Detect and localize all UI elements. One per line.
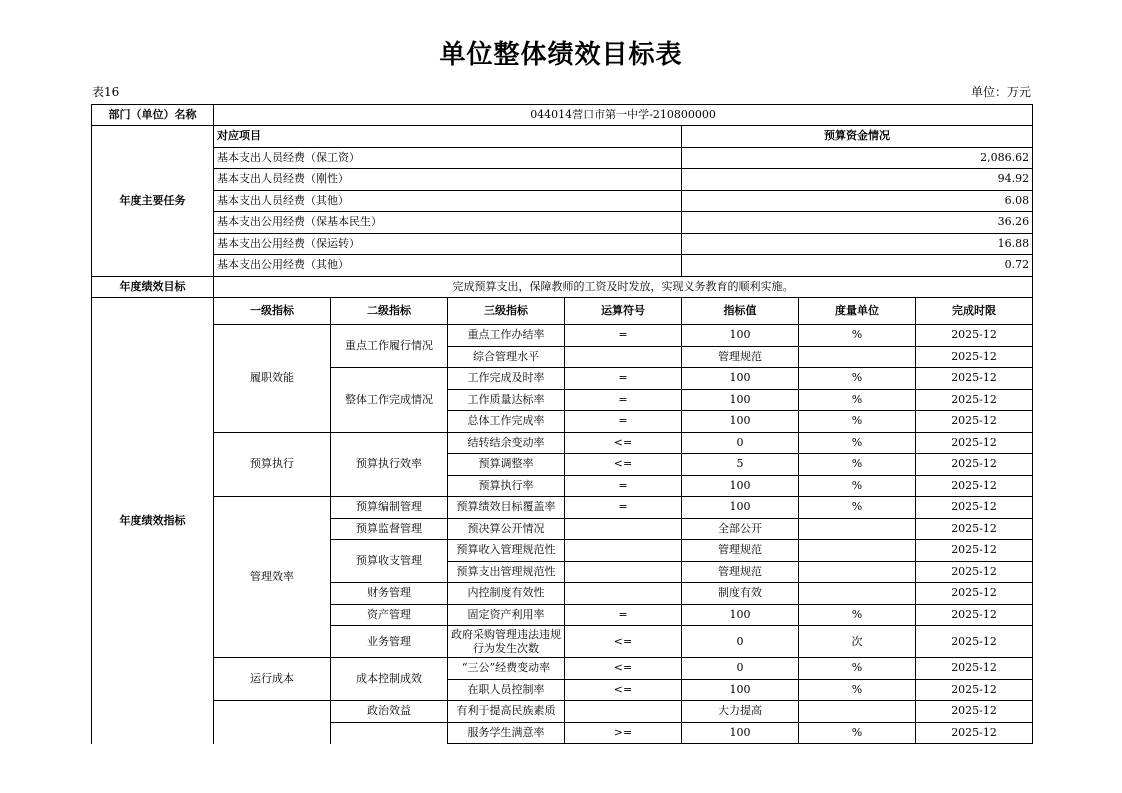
deadline-cell: 2025-12: [916, 475, 1033, 497]
value-cell: 100: [682, 604, 799, 626]
header-l2: 二级指标: [331, 298, 448, 325]
unit-cell: %: [799, 389, 916, 411]
header-deadline: 完成时限: [916, 298, 1033, 325]
l2-cell-empty: [331, 722, 448, 744]
tasks-header-row: [92, 126, 1033, 148]
unit-cell: [799, 701, 916, 723]
deadline-cell: 2025-12: [916, 701, 1033, 723]
operator-cell: <=: [565, 658, 682, 680]
task-name: 基本支出人员经费（其他）: [214, 190, 682, 212]
deadline-cell: 2025-12: [916, 540, 1033, 562]
value-cell: 100: [682, 497, 799, 519]
task-row: [92, 169, 1033, 191]
unit-cell: [799, 583, 916, 605]
l1-cell: 履职效能: [214, 325, 331, 433]
deadline-cell: 2025-12: [916, 389, 1033, 411]
header-l1: 一级指标: [214, 298, 331, 325]
l3-cell: 预算调整率: [448, 454, 565, 476]
deadline-cell: 2025-12: [916, 497, 1033, 519]
l3-cell: 内控制度有效性: [448, 583, 565, 605]
l3-cell: 预算执行率: [448, 475, 565, 497]
indicator-row: [92, 497, 1033, 519]
indicator-row: [92, 701, 1033, 723]
value-cell: 0: [682, 658, 799, 680]
unit-cell: %: [799, 658, 916, 680]
indicators-label: 年度绩效指标: [92, 298, 214, 744]
task-row: [92, 147, 1033, 169]
value-cell: 100: [682, 722, 799, 744]
unit-cell: %: [799, 325, 916, 347]
goal-text: 完成预算支出，保障教师的工资及时发放，实现义务教育的顺利实施。: [214, 276, 1033, 298]
task-row: [92, 190, 1033, 212]
operator-cell: =: [565, 475, 682, 497]
l3-cell: “三公”经费变动率: [448, 658, 565, 680]
value-cell: 大力提高: [682, 701, 799, 723]
dept-label: 部门（单位）名称: [92, 105, 214, 126]
performance-target-table: [91, 104, 1033, 744]
deadline-cell: 2025-12: [916, 518, 1033, 540]
deadline-cell: 2025-12: [916, 626, 1033, 658]
operator-cell: <=: [565, 679, 682, 701]
unit-cell: %: [799, 722, 916, 744]
l3-cell: 重点工作办结率: [448, 325, 565, 347]
l3-cell: 预算收入管理规范性: [448, 540, 565, 562]
task-name: 基本支出公用经费（保运转）: [214, 233, 682, 255]
task-row: [92, 255, 1033, 277]
operator-cell: =: [565, 389, 682, 411]
indicator-row: [92, 432, 1033, 454]
unit-cell: %: [799, 679, 916, 701]
value-cell: 100: [682, 679, 799, 701]
task-name: 基本支出公用经费（其他）: [214, 255, 682, 277]
deadline-cell: 2025-12: [916, 561, 1033, 583]
value-cell: 管理规范: [682, 346, 799, 368]
l2-cell: 预算监督管理: [331, 518, 448, 540]
unit-cell: %: [799, 604, 916, 626]
value-cell: 管理规范: [682, 540, 799, 562]
l3-cell: 工作完成及时率: [448, 368, 565, 390]
l1-cell: 预算执行: [214, 432, 331, 497]
l1-cell: 运行成本: [214, 658, 331, 701]
unit-label: 单位：万元: [970, 85, 1031, 99]
deadline-cell: 2025-12: [916, 325, 1033, 347]
l2-cell: 资产管理: [331, 604, 448, 626]
l2-cell: 整体工作完成情况: [331, 368, 448, 433]
unit-cell: [799, 346, 916, 368]
l3-cell: 综合管理水平: [448, 346, 565, 368]
operator-cell: [565, 583, 682, 605]
operator-cell: <=: [565, 454, 682, 476]
table-number: 表16: [92, 85, 120, 99]
task-name: 基本支出人员经费（刚性）: [214, 169, 682, 191]
operator-cell: [565, 346, 682, 368]
value-cell: 100: [682, 389, 799, 411]
operator-cell: [565, 701, 682, 723]
l3-cell: 总体工作完成率: [448, 411, 565, 433]
unit-cell: %: [799, 432, 916, 454]
deadline-cell: 2025-12: [916, 368, 1033, 390]
task-amount: 2,086.62: [682, 147, 1033, 169]
operator-cell: [565, 518, 682, 540]
l1-cell-empty: [214, 701, 331, 744]
l2-cell: 重点工作履行情况: [331, 325, 448, 368]
unit-cell: %: [799, 411, 916, 433]
tasks-col-item: 对应项目: [214, 126, 682, 148]
deadline-cell: 2025-12: [916, 658, 1033, 680]
l2-cell: 成本控制成效: [331, 658, 448, 701]
operator-cell: [565, 561, 682, 583]
deadline-cell: 2025-12: [916, 679, 1033, 701]
indicator-row: [92, 658, 1033, 680]
indicator-row: [92, 325, 1033, 347]
l3-cell: 有利于提高民族素质: [448, 701, 565, 723]
value-cell: 5: [682, 454, 799, 476]
deadline-cell: 2025-12: [916, 454, 1033, 476]
operator-cell: <=: [565, 432, 682, 454]
unit-cell: [799, 518, 916, 540]
operator-cell: =: [565, 497, 682, 519]
deadline-cell: 2025-12: [916, 432, 1033, 454]
l2-cell: 预算编制管理: [331, 497, 448, 519]
unit-cell: %: [799, 475, 916, 497]
l3-cell: 预决算公开情况: [448, 518, 565, 540]
unit-cell: 次: [799, 626, 916, 658]
l2-cell: 政治效益: [331, 701, 448, 723]
l3-cell: 服务学生满意率: [448, 722, 565, 744]
value-cell: 100: [682, 411, 799, 433]
value-cell: 100: [682, 325, 799, 347]
value-cell: 全部公开: [682, 518, 799, 540]
header-value: 指标值: [682, 298, 799, 325]
unit-cell: %: [799, 368, 916, 390]
operator-cell: =: [565, 368, 682, 390]
task-row: [92, 212, 1033, 234]
indicators-header-row: [92, 298, 1033, 325]
operator-cell: >=: [565, 722, 682, 744]
task-name: 基本支出人员经费（保工资）: [214, 147, 682, 169]
deadline-cell: 2025-12: [916, 346, 1033, 368]
goal-row: [92, 276, 1033, 298]
header-l3: 三级指标: [448, 298, 565, 325]
dept-row: [92, 105, 1033, 126]
dept-value: 044014营口市第一中学-210800000: [214, 105, 1033, 126]
value-cell: 100: [682, 475, 799, 497]
deadline-cell: 2025-12: [916, 722, 1033, 744]
task-row: [92, 233, 1033, 255]
l3-cell: 预算绩效目标覆盖率: [448, 497, 565, 519]
unit-cell: %: [799, 497, 916, 519]
task-amount: 6.08: [682, 190, 1033, 212]
l3-cell: 在职人员控制率: [448, 679, 565, 701]
operator-cell: <=: [565, 626, 682, 658]
l1-cell: 管理效率: [214, 497, 331, 658]
task-amount: 94.92: [682, 169, 1033, 191]
deadline-cell: 2025-12: [916, 411, 1033, 433]
task-amount: 36.26: [682, 212, 1033, 234]
l3-cell: 固定资产利用率: [448, 604, 565, 626]
page-title: 单位整体绩效目标表: [439, 40, 683, 70]
l2-cell: 财务管理: [331, 583, 448, 605]
task-amount: 16.88: [682, 233, 1033, 255]
header-operator: 运算符号: [565, 298, 682, 325]
l3-cell: 工作质量达标率: [448, 389, 565, 411]
value-cell: 制度有效: [682, 583, 799, 605]
operator-cell: =: [565, 604, 682, 626]
l2-cell: 业务管理: [331, 626, 448, 658]
operator-cell: =: [565, 325, 682, 347]
l2-cell: 预算执行效率: [331, 432, 448, 497]
deadline-cell: 2025-12: [916, 604, 1033, 626]
tasks-col-funds: 预算资金情况: [682, 126, 1033, 148]
unit-cell: [799, 540, 916, 562]
value-cell: 0: [682, 626, 799, 658]
value-cell: 0: [682, 432, 799, 454]
l2-cell: 预算收支管理: [331, 540, 448, 583]
l3-cell: 结转结余变动率: [448, 432, 565, 454]
task-name: 基本支出公用经费（保基本民生）: [214, 212, 682, 234]
value-cell: 管理规范: [682, 561, 799, 583]
goal-label: 年度绩效目标: [92, 276, 214, 298]
operator-cell: [565, 540, 682, 562]
header-unit: 度量单位: [799, 298, 916, 325]
l3-cell: 政府采购管理违法违规行为发生次数: [448, 626, 565, 658]
unit-cell: %: [799, 454, 916, 476]
operator-cell: =: [565, 411, 682, 433]
value-cell: 100: [682, 368, 799, 390]
l3-cell: 预算支出管理规范性: [448, 561, 565, 583]
deadline-cell: 2025-12: [916, 583, 1033, 605]
tasks-label: 年度主要任务: [92, 126, 214, 277]
unit-cell: [799, 561, 916, 583]
task-amount: 0.72: [682, 255, 1033, 277]
